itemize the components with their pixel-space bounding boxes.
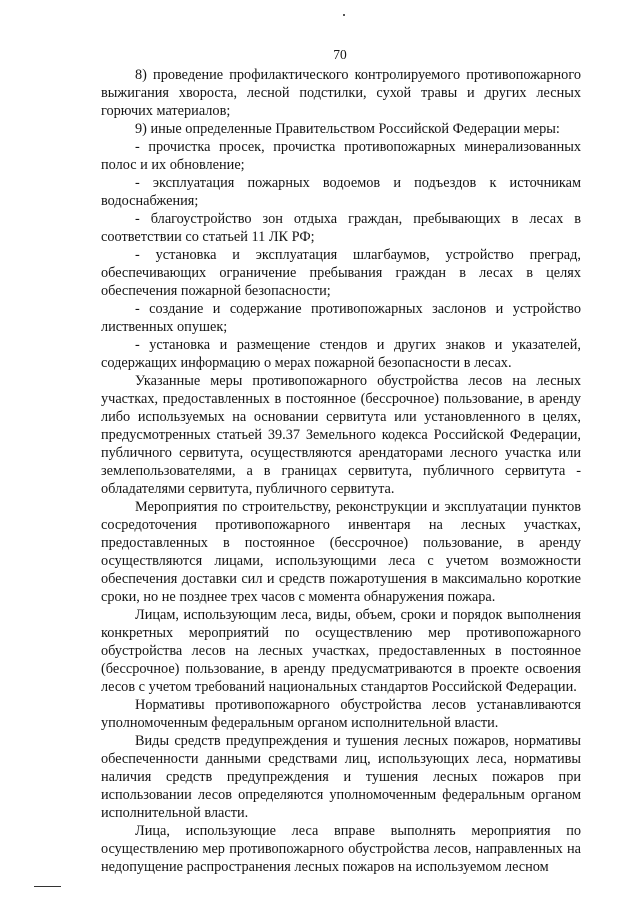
list-item: - эксплуатация пожарных водоемов и подъездов к источникам водоснабжения; (101, 175, 581, 209)
list-item: - благоустройство зон отдыха граждан, пребывающих в лесах в соответствии со статьей 11 ЛК РФ; (101, 211, 581, 245)
paragraph: 9) иные определенные Правительством Российской Федерации меры: (135, 121, 560, 137)
document-body (101, 66, 581, 876)
paragraph: Лицам, использующим леса, виды, объем, сроки и порядок выполнения конкретных мероприятий по осуществлению мер противопожарного обустройства лесов на лесных участках, предоставленных в постоянное (бессрочное) пользование, в аренду предусматриваются в проекте освоения лесов с учетом требований национальных стандартов Российской Федерации. (101, 607, 581, 695)
paragraph: Мероприятия по строительству, реконструкции и эксплуатации пунктов сосредоточения противопожарного инвентаря на лесных участках, предоставленных в постоянное (бессрочное) пользование, в аренду осуществляются лицами, использующими леса с учетом возможности обеспечения доставки сил и средств пожаротушения в максимально короткие сроки, но не позднее трех часов с момента обнаружения пожара. (101, 499, 581, 605)
scan-dot (343, 14, 345, 16)
paragraph: Нормативы противопожарного обустройства лесов устанавливаются уполномоченным федеральным органом исполнительной власти. (101, 697, 581, 731)
list-item: - прочистка просек, прочистка противопожарных минерализованных полос и их обновление; (101, 139, 581, 173)
paragraph: Лица, использующие леса вправе выполнять мероприятия по осуществлению мер противопожарного обустройства лесов, направленных на недопущение распространения лесных пожаров на используемом лесном (101, 823, 581, 875)
page-number: 70 (333, 47, 347, 62)
list-item: - установка и эксплуатация шлагбаумов, устройство преград, обеспечивающих ограничение пребывания граждан в лесах в целях обеспечения пожарной безопасности; (101, 247, 581, 299)
footer-line (34, 886, 61, 887)
list-item: - создание и содержание противопожарных заслонов и устройство лиственных опушек; (101, 301, 581, 335)
paragraph: Виды средств предупреждения и тушения лесных пожаров, нормативы обеспеченности данными средствами лиц, использующих леса, нормативы наличия средств предупреждения и тушения лесных пожаров при использовании лесов определяются уполномоченным федеральным органом исполнительной власти. (101, 733, 581, 821)
paragraph: Указанные меры противопожарного обустройства лесов на лесных участках, предоставленных в постоянное (бессрочное) пользование, в аренду либо используемых на основании сервитута или установленного в целях, предусмотренных статьей 39.37 Земельного кодекса Российской Федерации, публичного сервитута, осуществляются арендаторами лесного участка или землепользователями, а в границах сервитута, публичного сервитута - обладателями сервитута, публичного сервитута. (101, 373, 581, 497)
paragraph: 8) проведение профилактического контролируемого противопожарного выжигания хвороста, лесной подстилки, сухой травы и других лесных горючих материалов; (101, 67, 581, 119)
list-item: - установка и размещение стендов и других знаков и указателей, содержащих информацию о мерах пожарной безопасности в лесах. (101, 337, 581, 371)
